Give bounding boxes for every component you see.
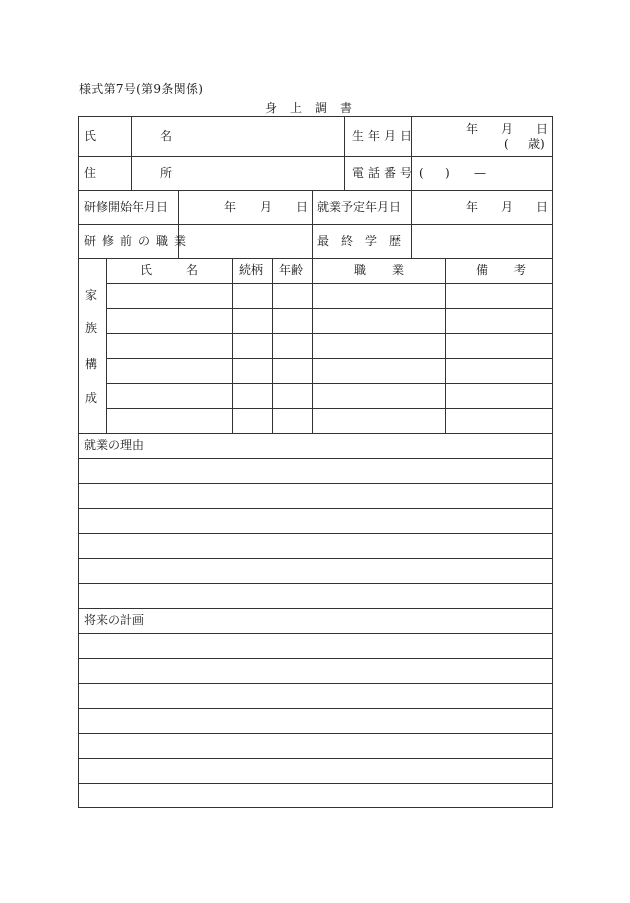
family-age-cell[interactable] <box>273 384 312 408</box>
family-name-cell[interactable] <box>107 409 232 433</box>
birth-date-label: 生年月日 <box>352 129 417 143</box>
plan-line[interactable] <box>79 734 552 758</box>
start-day-unit: 日 <box>296 200 309 214</box>
birth-year-unit: 年 <box>466 122 479 136</box>
family-occupation-cell[interactable] <box>313 359 445 383</box>
family-name-cell[interactable] <box>107 359 232 383</box>
birth-month-unit: 月 <box>501 122 514 136</box>
family-col-name: 氏名 <box>140 263 233 277</box>
reason-line[interactable] <box>79 584 552 608</box>
phone-close-paren: ) <box>445 166 450 180</box>
family-remarks-cell[interactable] <box>446 334 552 358</box>
age-open-paren: ( <box>504 137 509 151</box>
reason-line[interactable] <box>79 534 552 558</box>
prior-occupation-field[interactable] <box>179 225 312 258</box>
phone-dash: — <box>474 166 486 180</box>
rule <box>78 608 553 609</box>
family-col-age: 年齢 <box>279 263 304 277</box>
planned-year-unit: 年 <box>466 200 479 214</box>
reason-line[interactable] <box>79 459 552 483</box>
family-occupation-cell[interactable] <box>313 334 445 358</box>
start-month-unit: 月 <box>260 200 273 214</box>
start-year-unit: 年 <box>224 200 237 214</box>
family-occupation-cell[interactable] <box>313 284 445 308</box>
reason-line[interactable] <box>79 559 552 583</box>
reason-line[interactable] <box>79 484 552 508</box>
training-start-label: 研修開始年月日 <box>84 200 169 214</box>
plan-label: 将来の計画 <box>84 613 145 627</box>
plan-line[interactable] <box>79 684 552 708</box>
family-name-cell[interactable] <box>107 309 232 333</box>
address-field[interactable] <box>132 157 344 190</box>
family-side-label-char: 家 <box>85 288 98 302</box>
training-start-field[interactable] <box>179 191 312 224</box>
plan-line[interactable] <box>79 709 552 733</box>
family-col-remarks: 備考 <box>476 263 553 277</box>
family-occupation-cell[interactable] <box>313 384 445 408</box>
planned-month-unit: 月 <box>501 200 514 214</box>
family-age-cell[interactable] <box>273 409 312 433</box>
rule <box>552 116 553 808</box>
phone-open-paren: ( <box>419 166 424 180</box>
family-relation-cell[interactable] <box>233 309 272 333</box>
plan-line[interactable] <box>79 634 552 658</box>
family-remarks-cell[interactable] <box>446 309 552 333</box>
family-name-cell[interactable] <box>107 284 232 308</box>
plan-line[interactable] <box>79 759 552 783</box>
family-name-cell[interactable] <box>107 384 232 408</box>
rule <box>344 116 345 190</box>
family-occupation-cell[interactable] <box>313 309 445 333</box>
family-relation-cell[interactable] <box>233 359 272 383</box>
planned-employment-label: 就業予定年月日 <box>317 200 402 214</box>
plan-line[interactable] <box>79 659 552 683</box>
document-title: 身上調書 <box>264 101 365 115</box>
reason-line[interactable] <box>79 509 552 533</box>
family-age-cell[interactable] <box>273 284 312 308</box>
family-side-label-char: 族 <box>85 321 98 335</box>
birth-day-unit: 日 <box>536 122 549 136</box>
family-remarks-cell[interactable] <box>446 284 552 308</box>
family-age-cell[interactable] <box>273 359 312 383</box>
address-label: 住 所 <box>84 166 199 180</box>
age-unit: 歳) <box>528 137 545 151</box>
family-remarks-cell[interactable] <box>446 384 552 408</box>
family-occupation-cell[interactable] <box>313 409 445 433</box>
personal-history-form <box>78 116 553 808</box>
name-field[interactable] <box>132 117 344 156</box>
family-relation-cell[interactable] <box>233 334 272 358</box>
reason-label: 就業の理由 <box>84 438 145 452</box>
family-remarks-cell[interactable] <box>446 409 552 433</box>
plan-line[interactable] <box>79 784 552 808</box>
family-remarks-cell[interactable] <box>446 359 552 383</box>
rule <box>78 258 553 259</box>
education-field[interactable] <box>412 225 552 258</box>
family-age-cell[interactable] <box>273 334 312 358</box>
family-age-cell[interactable] <box>273 309 312 333</box>
name-label: 氏 名 <box>84 129 199 143</box>
family-side-label-char: 構 <box>85 357 98 371</box>
family-col-relation: 続柄 <box>239 263 264 277</box>
family-relation-cell[interactable] <box>233 409 272 433</box>
form-number: 様式第7号(第9条関係) <box>79 82 204 96</box>
phone-label: 電話番号 <box>352 166 417 180</box>
family-relation-cell[interactable] <box>233 384 272 408</box>
family-col-occupation: 職業 <box>354 263 431 277</box>
family-name-cell[interactable] <box>107 334 232 358</box>
education-label: 最終学歴 <box>317 234 414 248</box>
family-side-label-char: 成 <box>85 391 98 405</box>
prior-occupation-label: 研修前の職業 <box>84 234 193 248</box>
planned-day-unit: 日 <box>536 200 549 214</box>
planned-employment-field[interactable] <box>412 191 552 224</box>
family-relation-cell[interactable] <box>233 284 272 308</box>
rule <box>78 433 553 434</box>
